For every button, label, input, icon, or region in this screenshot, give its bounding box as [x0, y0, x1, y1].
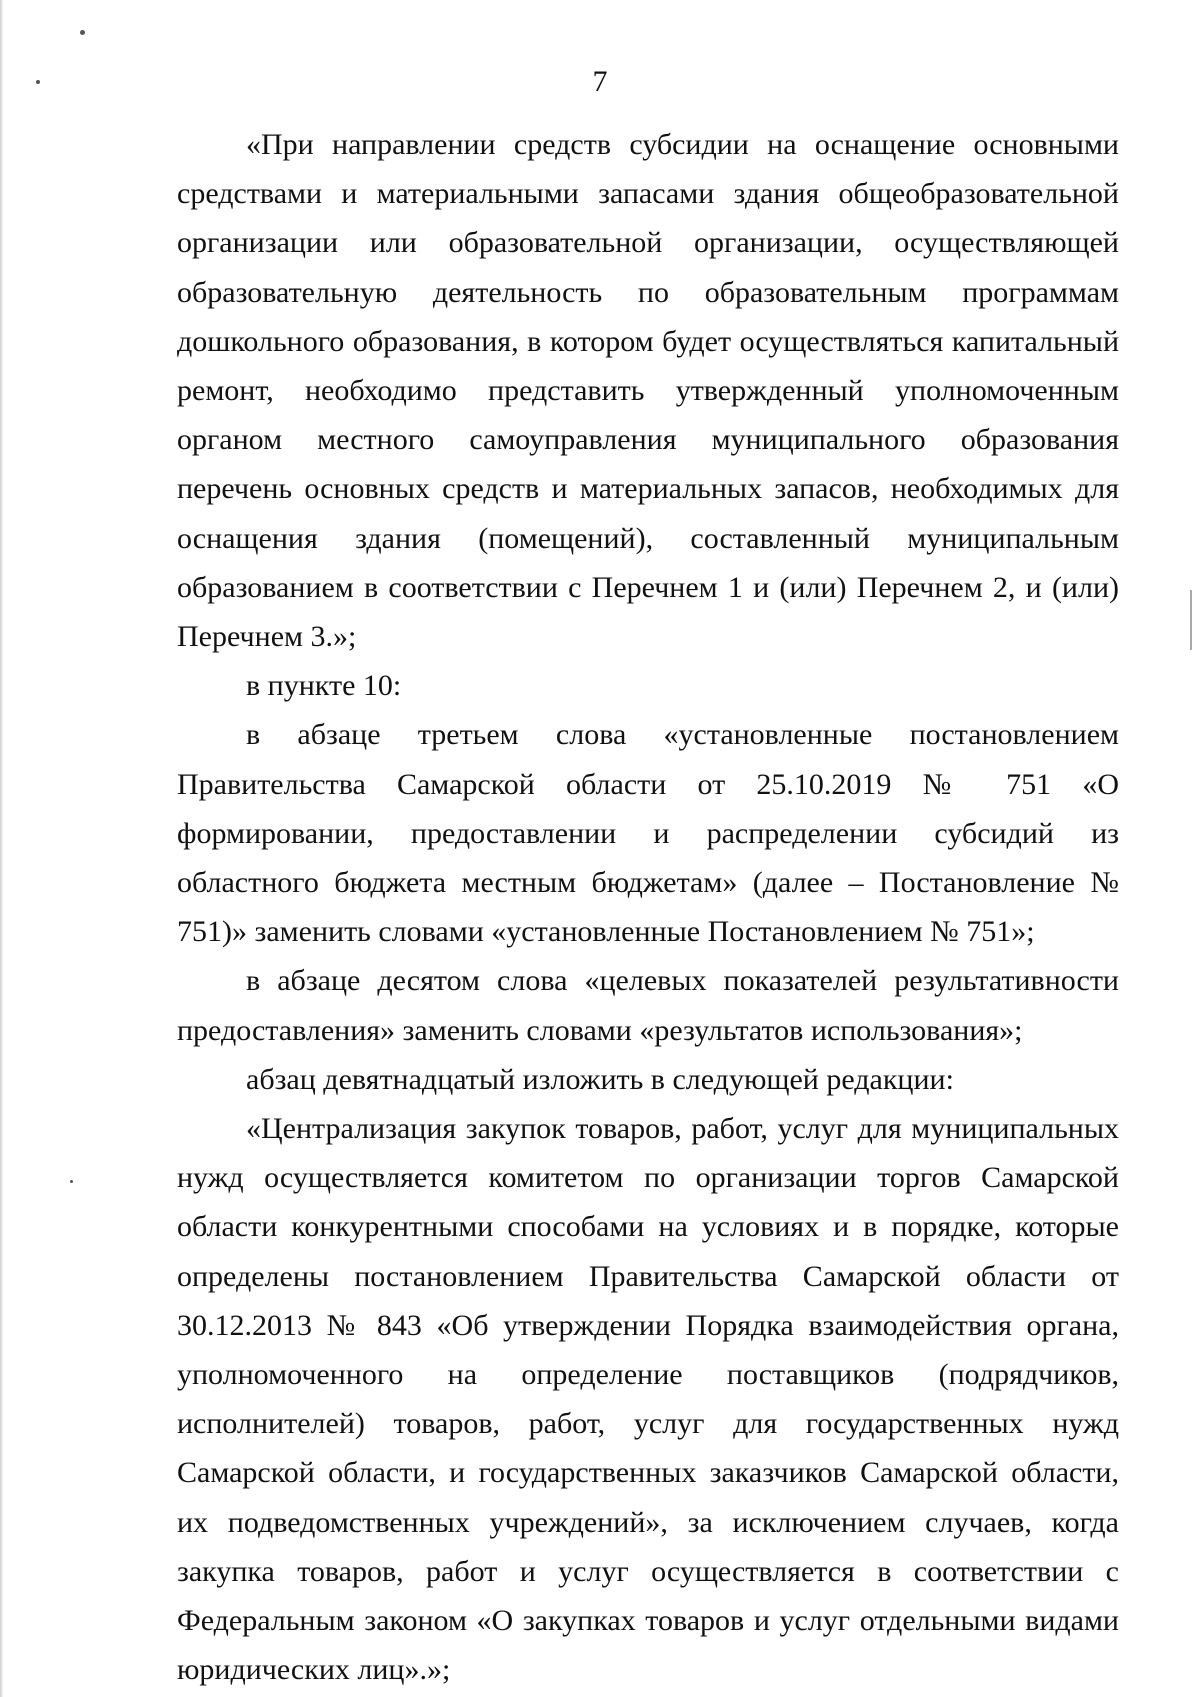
margin-mark [1190, 590, 1192, 650]
paragraph-nineteenth-subparagraph: абзац девятнадцатый изложить в следующей редакции: [246, 1062, 954, 1096]
paragraph-clause-10: в пункте 10: [246, 669, 402, 703]
paragraph-tenth-subparagraph: в абзаце десятом слова «целевых показателей результативности предоставления» заменить словами «результатов использования»; [177, 964, 1119, 1047]
paragraph-third-subparagraph: в абзаце третьем слова «установленные постановлением Правительства Самарской области от 25.10.2019 № 751 «О формировании, предоставлении и распределении субсидий из областного бюджета местным бюджетам» (далее – Постановление № 751)» заменить словами «установленные Постановлением № 751»; [177, 718, 1119, 949]
page-number: 7 [592, 65, 608, 98]
paragraph-procurement-centralization: «Централизация закупок товаров, работ, услуг для муниципальных нужд осуществляется комитетом по организации торгов Самарской области конкурентными способами на условиях и в порядке, которые определены постановлением Правительства Самарской области от 30.12.2013 № 843 «Об утверждении Порядка взаимодействия органа, уполномоченного на определение поставщиков (подрядчиков, исполнителей) товаров, работ, услуг для государственных нужд Самарской области, и государственных заказчиков Самарской области, их подведомственных учреждений», за исключением случаев, когда закупка товаров, работ и услуг осуществляется в соответствии с Федеральным законом «О закупках товаров и услуг отдельными видами юридических лиц».»; [177, 1112, 1119, 1687]
scan-edge [0, 0, 3, 1697]
scan-speck [36, 80, 40, 84]
scan-speck [80, 30, 85, 35]
document-body [177, 120, 1119, 1695]
paragraph-equipment-list: «При направлении средств субсидии на оснащение основными средствами и материальными запасами здания общеобразовательной организации или образовательной организации, осуществляющей образовательную деятельность по образовательным программам дошкольного образования, в котором будет осуществляться капитальный ремонт, необходимо представить утвержденный уполномоченным органом местного самоуправления муниципального образования перечень основных средств и материальных запасов, необходимых для оснащения здания (помещений), составленный муниципальным образованием в соответствии с Перечнем 1 и (или) Перечнем 2, и (или) Перечнем 3.»; [177, 128, 1119, 654]
scan-speck [70, 1180, 73, 1183]
